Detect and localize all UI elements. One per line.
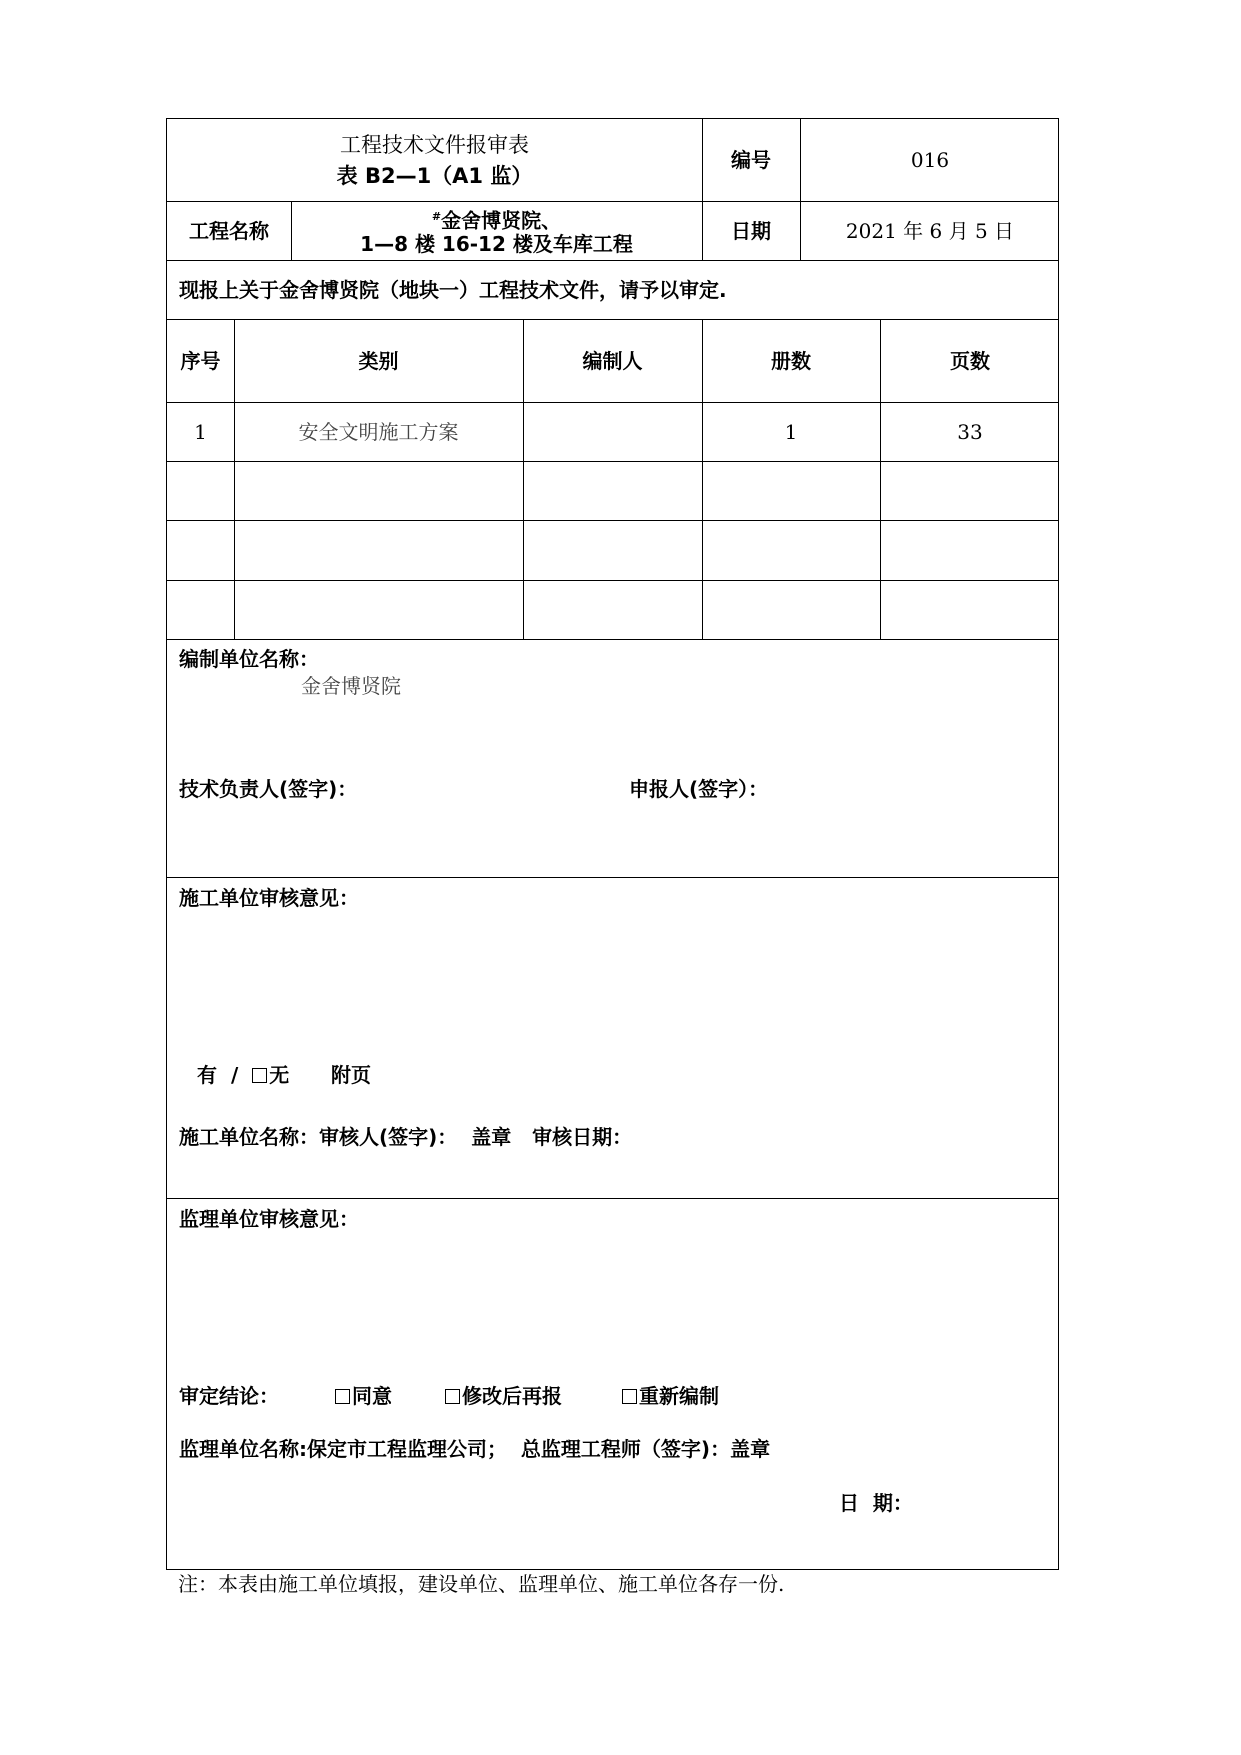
option-agree-label: 同意 [352, 1384, 392, 1408]
col-header-index: 序号 [180, 349, 221, 373]
date-label: 日期 [731, 219, 771, 243]
compiler-unit-value: 金舍博贤院 [301, 674, 401, 698]
number-label: 编号 [731, 148, 771, 172]
date-value: 2021 年 6 月 5 日 [845, 219, 1015, 243]
col-header-pages: 页数 [950, 349, 990, 373]
table-cell-category: 安全文明施工方案 [298, 420, 459, 444]
checkbox-icon[interactable] [252, 1068, 267, 1083]
divider [167, 201, 1058, 202]
checkbox-icon[interactable] [445, 1389, 460, 1404]
compiler-unit-label: 编制单位名称： [179, 647, 319, 671]
divider [167, 1198, 1058, 1199]
project-name-line2: 1—8 楼 16-12 楼及车库工程 [360, 232, 633, 256]
divider [167, 461, 1058, 462]
checkbox-icon[interactable] [622, 1389, 637, 1404]
col-header-volumes: 册数 [771, 349, 811, 373]
number-value: 016 [910, 148, 950, 172]
construction-review-label: 施工单位审核意见： [179, 886, 359, 910]
review-form [166, 118, 1059, 1570]
project-name-text: 金舍博贤院、 [441, 208, 562, 233]
footnote: 注：本表由施工单位填报，建设单位、监理单位、施工单位各存一份. [178, 1572, 785, 1596]
col-header-category: 类别 [358, 349, 399, 373]
divider [167, 402, 1058, 403]
table-cell-pages: 33 [957, 420, 983, 444]
tech-signer-label: 技术负责人(签字)： [179, 777, 358, 801]
supervision-unit-line: 监理单位名称:保定市工程监理公司； 总监理工程师（签字)：盖章 [179, 1437, 771, 1461]
form-title: 工程技术文件报审表 [340, 133, 529, 157]
divider [167, 580, 1058, 581]
applicant-label: 申报人(签字）： [629, 777, 769, 801]
project-name-label: 工程名称 [189, 219, 269, 243]
table-cell-index: 1 [194, 420, 207, 444]
option-recompile-label: 重新编制 [639, 1384, 719, 1408]
option-revise-label: 修改后再报 [462, 1384, 562, 1408]
attachment-no: 无 [269, 1063, 290, 1087]
checkbox-icon[interactable] [335, 1389, 350, 1404]
table-cell-volumes: 1 [784, 420, 798, 444]
project-name-line1 [291, 205, 702, 233]
option-agree[interactable] [335, 1384, 392, 1408]
col-header-author: 编制人 [582, 349, 643, 373]
divider [167, 877, 1058, 878]
form-subtitle: 表 B2—1（A1 监） [336, 164, 533, 188]
project-name-sup: # [431, 210, 442, 223]
divider [167, 639, 1058, 640]
attachment-separator: / [230, 1063, 239, 1087]
conclusion-label: 审定结论： [179, 1384, 279, 1408]
divider [167, 260, 1058, 261]
construction-signature-line: 施工单位名称：审核人(签字)： 盖章 审核日期： [179, 1125, 633, 1149]
divider [167, 520, 1058, 521]
divider [167, 319, 1058, 320]
attachment-yes: 有 [197, 1063, 217, 1087]
supervision-date-label: 日 期： [839, 1491, 913, 1515]
attachment-label: 附页 [330, 1063, 371, 1087]
intro-text: 现报上关于金舍博贤院（地块一）工程技术文件，请予以审定. [179, 278, 727, 302]
attachment-line [197, 1063, 371, 1087]
supervision-review-label: 监理单位审核意见： [179, 1207, 359, 1231]
option-revise[interactable] [445, 1384, 562, 1408]
option-recompile[interactable] [622, 1384, 719, 1408]
